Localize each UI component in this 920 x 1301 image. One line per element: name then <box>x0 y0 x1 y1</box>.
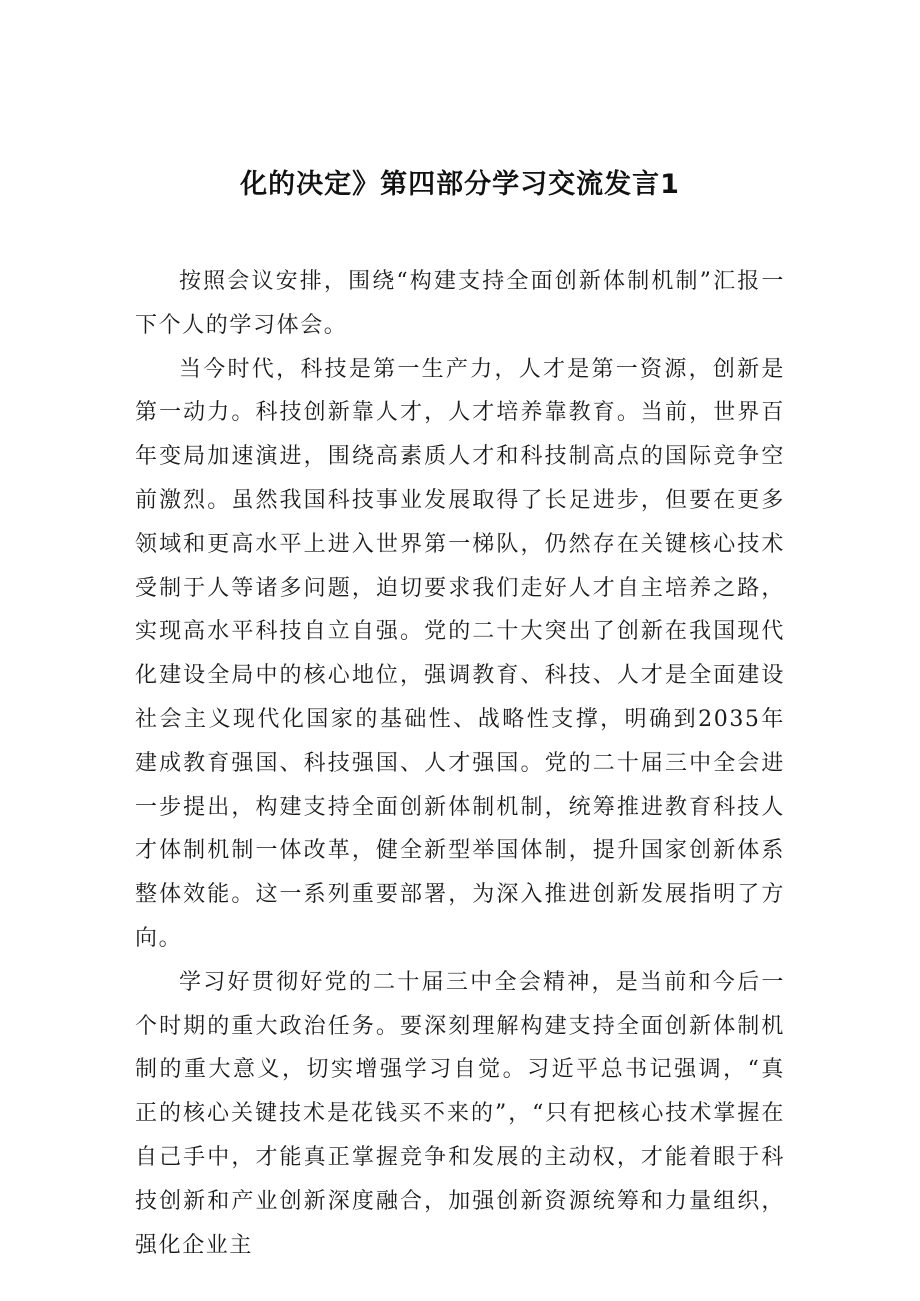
paragraph-intro: 按照会议安排，围绕“构建支持全面创新体制机制”汇报一下个人的学习体会。 <box>135 269 785 338</box>
document-title: 化的决定》第四部分学习交流发言1 <box>240 169 680 200</box>
document-body <box>135 260 785 1267</box>
paragraph-study: 学习好贯彻好党的二十届三中全会精神，是当前和今后一个时期的重大政治任务。要深刻理解构建支持全面创新体制机制的重大意义，切实增强学习自觉。习近平总书记强调，“真正的核心关键技术是花钱买不来的”，“只有把核心技术掌握在自己手中，才能真正掌握竞争和发展的主动权，才能着眼于科技创新和产业创新深度融合，加强创新资源统筹和力量组织，强化企业主 <box>135 969 785 1258</box>
paragraph-background: 当今时代，科技是第一生产力，人才是第一资源，创新是第一动力。科技创新靠人才，人才培养靠教育。当前，世界百年变局加速演进，围绕高素质人才和科技制高点的国际竞争空前激烈。虽然我国科技事业发展取得了长足进步，但要在更多领域和更高水平上进入世界第一梯队，仍然存在关键核心技术受制于人等诸多问题，迫切要求我们走好人才自主培养之路，实现高水平科技自立自强。党的二十大突出了创新在我国现代化建设全局中的核心地位，强调教育、科技、人才是全面建设社会主义现代化国家的基础性、战略性支撑，明确到2035年建成教育强国、科技强国、人才强国。党的二十届三中全会进一步提出，构建支持全面创新体制机制，统筹推进教育科技人才体制机制一体改革，健全新型举国体制，提升国家创新体系整体效能。这一系列重要部署，为深入推进创新发展指明了方向。 <box>135 356 785 951</box>
